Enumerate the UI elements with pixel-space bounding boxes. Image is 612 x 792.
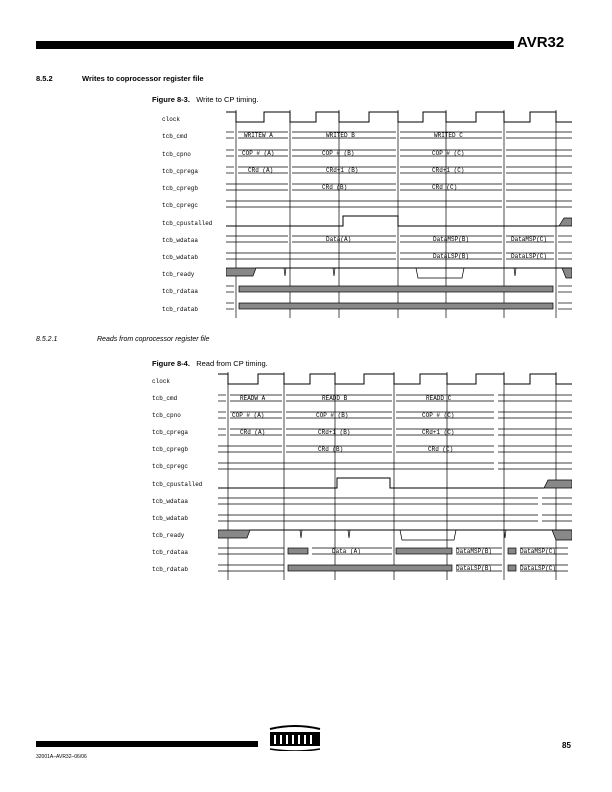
fig2-sig-cpregb: tcb_cpregb: [152, 446, 189, 453]
fig2-cpno-a: COP # (A): [232, 412, 265, 419]
fig1-cmd-b: WRITED B: [326, 132, 355, 139]
fig2-rega-b: CRd+1 (B): [318, 429, 351, 436]
fig1-cpno-b: COP # (B): [322, 150, 355, 157]
fig2-cmd-b: READD B: [322, 395, 348, 402]
atmel-logo: [266, 725, 324, 751]
fig2-rdatab-c: DataLSP(C): [520, 565, 557, 572]
footer-rule: [36, 741, 258, 747]
fig2-rdataa-a: Data (A): [332, 548, 361, 555]
fig2-cpno-c: COP # (C): [422, 412, 455, 419]
figure2-caption-text: Read from CP timing.: [196, 359, 268, 368]
figure2-timing-diagram: [218, 370, 572, 582]
fig1-sig-rdatab: tcb_rdatab: [162, 306, 199, 313]
fig1-cpno-a: COP # (A): [242, 150, 275, 157]
fig2-cmd-c: READD C: [426, 395, 452, 402]
fig1-sig-clock: clock: [162, 116, 181, 123]
fig1-sig-wdataa: tcb_wdataa: [162, 237, 199, 244]
fig2-rega-a: CRd (A): [240, 429, 266, 436]
fig1-regb-b: CRd (B): [322, 184, 348, 191]
fig1-sig-cprega: tcb_cprega: [162, 168, 199, 175]
brand-title: AVR32: [517, 34, 565, 51]
fig2-sig-ready: tcb_ready: [152, 532, 185, 539]
fig1-sig-cpregb: tcb_cpregb: [162, 185, 199, 192]
fig1-rega-a: CRd (A): [248, 167, 274, 174]
fig2-regb-b: CRd (B): [318, 446, 344, 453]
fig1-wdatab-b: DataLSP(B): [433, 253, 470, 260]
fig2-sig-rdatab: tcb_rdatab: [152, 566, 189, 573]
fig1-sig-rdataa: tcb_rdataa: [162, 288, 199, 295]
fig2-sig-cmd: tcb_cmd: [152, 395, 178, 402]
fig2-sig-clock: clock: [152, 378, 171, 385]
fig1-wdataa-a: Data(A): [326, 236, 352, 243]
figure2-caption: [152, 359, 268, 368]
fig1-cpno-c: COP # (C): [432, 150, 465, 157]
fig2-rdatab-b: DataLSP(B): [456, 565, 493, 572]
fig1-wdataa-c: DataMSP(C): [511, 236, 548, 243]
fig1-sig-cpno: tcb_cpno: [162, 151, 191, 158]
subsection-number: 8.5.2.1: [36, 336, 58, 343]
fig2-sig-wdataa: tcb_wdataa: [152, 498, 189, 505]
fig2-sig-cpregc: tcb_cpregc: [152, 463, 189, 470]
fig1-sig-cpregc: tcb_cpregc: [162, 202, 199, 209]
document-code: 32001A–AVR32–06/06: [36, 754, 87, 760]
section-title: Writes to coprocessor register file: [82, 74, 204, 83]
section-number: 8.5.2: [36, 74, 53, 83]
fig1-wdataa-b: DataMSP(B): [433, 236, 470, 243]
subsection-title: Reads from coprocessor register file: [97, 336, 210, 343]
fig1-sig-cmd: tcb_cmd: [162, 133, 188, 140]
fig2-regb-c: CRd (C): [428, 446, 454, 453]
fig2-sig-cprega: tcb_cprega: [152, 429, 189, 436]
fig2-sig-cpustalled: tcb_cpustalled: [152, 481, 203, 488]
page-number: 85: [562, 741, 571, 750]
header-rule: [36, 41, 514, 49]
fig1-rega-c: CRd+1 (C): [432, 167, 465, 174]
figure1-caption: [152, 95, 258, 104]
fig2-rdataa-b: DataMSP(B): [456, 548, 493, 555]
fig1-sig-wdatab: tcb_wdatab: [162, 254, 199, 261]
fig2-sig-rdataa: tcb_rdataa: [152, 549, 189, 556]
fig1-rega-b: CRd+1 (B): [326, 167, 359, 174]
fig1-cmd-a: WRITEW A: [244, 132, 273, 139]
figure1-caption-text: Write to CP timing.: [196, 95, 259, 104]
fig2-rega-c: CRd+1 (C): [422, 429, 455, 436]
fig1-regb-c: CRd (C): [432, 184, 458, 191]
fig1-wdatab-c: DataLSP(C): [511, 253, 548, 260]
fig1-cmd-c: WRITED C: [434, 132, 463, 139]
fig2-cpno-b: COP # (B): [316, 412, 349, 419]
fig2-cmd-a: READW A: [240, 395, 266, 402]
fig1-sig-ready: tcb_ready: [162, 271, 195, 278]
figure1-label: Figure 8-3.: [152, 95, 190, 104]
figure2-label: Figure 8-4.: [152, 359, 190, 368]
fig2-sig-wdatab: tcb_wdatab: [152, 515, 189, 522]
fig1-sig-cpustalled: tcb_cpustalled: [162, 220, 213, 227]
fig2-sig-cpno: tcb_cpno: [152, 412, 181, 419]
fig2-rdataa-c: DataMSP(C): [520, 548, 557, 555]
figure1-timing-diagram: [226, 108, 572, 320]
